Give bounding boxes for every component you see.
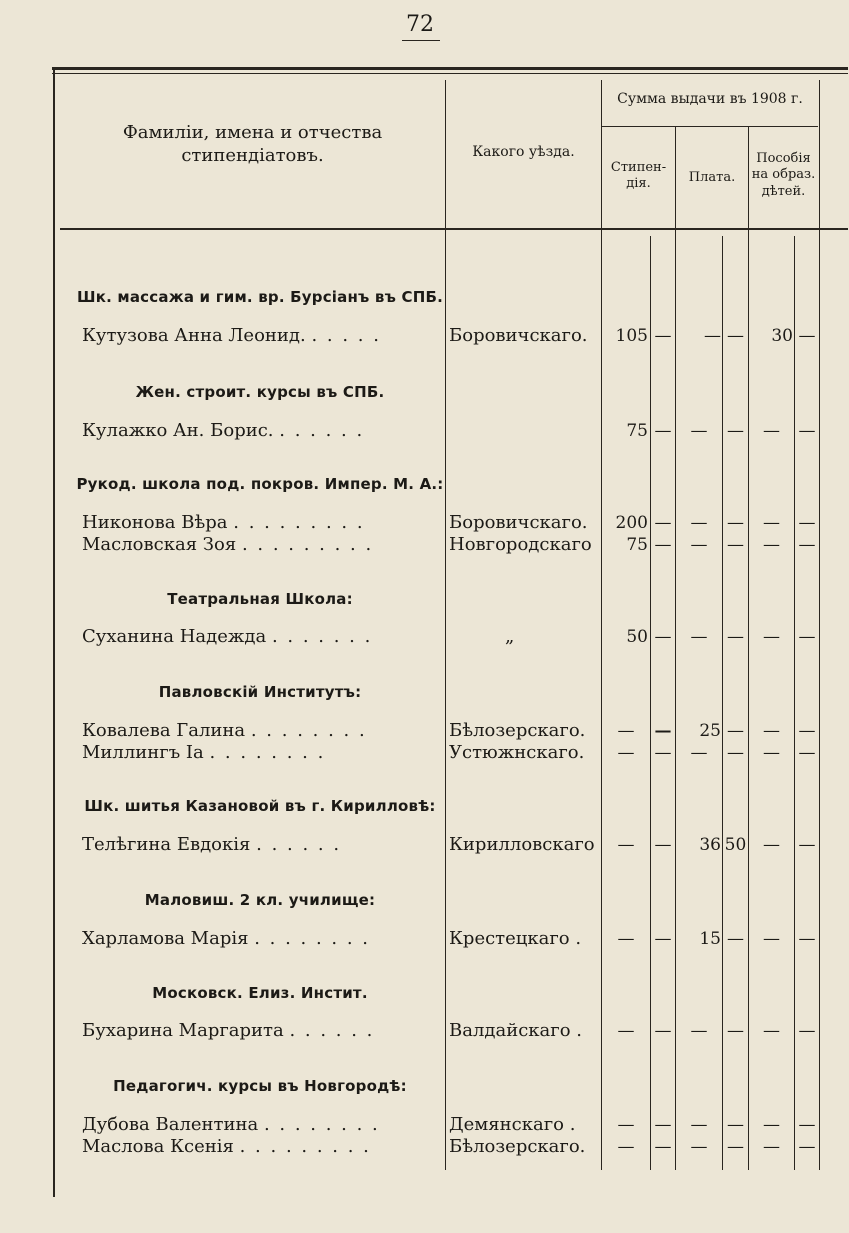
cell-stip-kop: — [654,929,672,949]
stipendiat-uezd: Валдайскаго . [449,1020,582,1041]
sub-divider-stip [650,236,651,1170]
stipendiat-name: Ковалева Галина . . . . . . . . [82,720,367,741]
cell-posob-kop: — [798,743,816,763]
col-divider-stip [675,126,676,1170]
cell-plata-kop: — [727,929,744,949]
cell-stip-rub: 105 [615,326,648,346]
cell-posob-rub: — [763,1137,780,1157]
section-heading: Маловиш. 2 кл. училище: [144,891,376,909]
cell-posob-rub: — [763,513,780,533]
cell-stip-kop: — [654,326,672,346]
header-stipendiya: Стипен-дія. [610,160,667,192]
section-heading: Московск. Елиз. Инстит. [152,984,368,1002]
cell-plata-kop: — [727,1021,744,1041]
stipendiat-uezd: Бѣлозерскаго. [449,720,586,741]
header-bottom-rule [60,228,848,230]
cell-posob-kop: — [798,721,816,741]
cell-posob-kop: — [798,627,816,647]
cell-stip-rub: — [617,743,635,763]
stipendiat-uezd: Демянскаго . [449,1114,576,1135]
cell-plata-rub: 15 [699,929,721,949]
cell-plata-rub: — [690,1115,708,1135]
cell-posob-kop: — [798,421,816,441]
cell-plata-kop: — [727,326,744,346]
col-divider-plata [748,126,749,1170]
sub-divider-posob [794,236,795,1170]
cell-plata-kop: — [727,421,744,441]
section-heading: Шк. шитья Казановой въ г. Кирилловѣ: [84,797,436,815]
cell-stip-rub: — [617,1021,635,1041]
cell-stip-rub: — [617,929,635,949]
page-number: 72 [406,12,434,37]
cell-stip-rub: 75 [626,535,648,555]
stipendiat-uezd: Устюжнскаго. [449,742,585,763]
cell-posob-rub: — [763,1021,780,1041]
header-names: Фамиліи, имена и отчества стипендіатовъ. [122,122,383,166]
top-rule [52,67,848,70]
cell-plata-rub: — [704,326,721,346]
section-heading: Жен. строит. курсы въ СПБ. [135,383,385,401]
stipendiat-uezd: Крестецкаго . [449,928,582,949]
cell-posob-kop: — [798,929,816,949]
header-posobiya: Пособія на образ. дѣтей. [751,151,816,199]
cell-posob-rub: — [763,421,780,441]
cell-plata-rub: — [690,513,708,533]
cell-stip-kop: — [654,1137,672,1157]
stipendiat-uezd: Боровичскаго. [449,325,588,346]
cell-plata-rub: 25 [699,721,721,741]
cell-stip-kop: — [654,721,672,741]
cell-posob-rub: — [763,535,780,555]
right-border [819,80,820,1170]
cell-stip-rub: 200 [615,513,648,533]
sub-divider-plata [722,236,723,1170]
stipendiat-uezd: Кирилловскаго [449,834,595,855]
summa-underline [602,126,818,127]
cell-stip-kop: — [654,535,672,555]
col-divider-names [445,80,446,1170]
cell-posob-kop: — [798,1137,816,1157]
cell-stip-kop: — [654,421,672,441]
cell-plata-kop: — [727,743,744,763]
header-plata: Плата. [688,170,736,185]
cell-plata-rub: — [690,627,708,647]
cell-plata-kop: — [727,513,744,533]
section-heading: Театральная Школа: [167,590,353,608]
header-uezd: Какого уѣзда. [472,144,575,160]
cell-stip-rub: 75 [626,421,648,441]
cell-posob-rub: — [763,929,780,949]
stipendiat-name: Маслова Ксенія . . . . . . . . . [82,1136,371,1157]
cell-plata-rub: 36 [699,835,721,855]
cell-stip-rub: — [617,721,635,741]
stipendiat-name: Кулажко Ан. Борис. . . . . . . [82,420,365,441]
section-heading: Шк. массажа и гим. вр. Бурсіанъ въ СПБ. [76,288,444,306]
page-number-underline [402,40,440,41]
cell-stip-rub: 50 [626,627,648,647]
cell-stip-kop: — [654,627,672,647]
cell-plata-rub: — [690,535,708,555]
stipendiat-name: Суханина Надежда . . . . . . . [82,626,373,647]
cell-posob-kop: — [798,1021,816,1041]
stipendiat-name: Телѣгина Евдокія . . . . . . [82,834,342,855]
cell-stip-kop: — [654,513,672,533]
cell-plata-kop: — [727,1115,744,1135]
cell-plata-kop: — [727,627,744,647]
cell-posob-rub: — [763,627,780,647]
section-heading: Павловскій Институтъ: [158,683,362,701]
stipendiat-uezd: Новгородскаго [449,534,592,555]
cell-posob-rub: — [763,1115,780,1135]
section-heading: Рукод. школа под. покров. Импер. М. А.: [76,475,444,493]
cell-plata-rub: — [690,1137,708,1157]
cell-posob-rub: 30 [771,326,793,346]
stipendiat-name: Харламова Марія . . . . . . . . [82,928,371,949]
stipendiat-name: Миллингъ Іа . . . . . . . . [82,742,326,763]
cell-plata-kop: — [727,535,744,555]
cell-posob-kop: — [798,1115,816,1135]
cell-stip-rub: — [617,1137,635,1157]
cell-plata-kop: — [727,1137,744,1157]
stipendiat-name: Кутузова Анна Леонид. . . . . . [82,325,381,346]
cell-posob-rub: — [763,721,780,741]
header-summa: Сумма выдачи въ 1908 г. [617,91,803,107]
cell-stip-kop: — [654,1021,672,1041]
cell-posob-kop: — [798,535,816,555]
stipendiat-name: Никонова Вѣра . . . . . . . . . [82,512,365,533]
stipendiat-uezd: Бѣлозерскаго. [449,1136,586,1157]
cell-posob-rub: — [763,835,780,855]
top-rule-inner [52,73,848,74]
cell-stip-rub: — [617,1115,635,1135]
cell-posob-kop: — [798,835,816,855]
stipendiat-uezd: „ [505,626,515,647]
stipendiat-name: Масловская Зоя . . . . . . . . . [82,534,374,555]
cell-posob-rub: — [763,743,780,763]
col-divider-uezd [601,80,602,1170]
cell-stip-kop: — [654,743,672,763]
cell-plata-kop: 50 [724,835,747,855]
cell-posob-kop: — [798,513,816,533]
left-border [53,67,55,1197]
cell-stip-kop: — [654,1115,672,1135]
stipendiat-uezd: Боровичскаго. [449,512,588,533]
section-heading: Педагогич. курсы въ Новгородѣ: [113,1077,407,1095]
cell-stip-kop: — [654,835,672,855]
cell-stip-rub: — [617,835,635,855]
stipendiat-name: Бухарина Маргарита . . . . . . [82,1020,375,1041]
cell-plata-kop: — [727,721,744,741]
cell-plata-rub: — [690,1021,708,1041]
cell-posob-kop: — [798,326,816,346]
cell-plata-rub: — [690,743,708,763]
cell-plata-rub: — [690,421,708,441]
stipendiat-name: Дубова Валентина . . . . . . . . [82,1114,380,1135]
